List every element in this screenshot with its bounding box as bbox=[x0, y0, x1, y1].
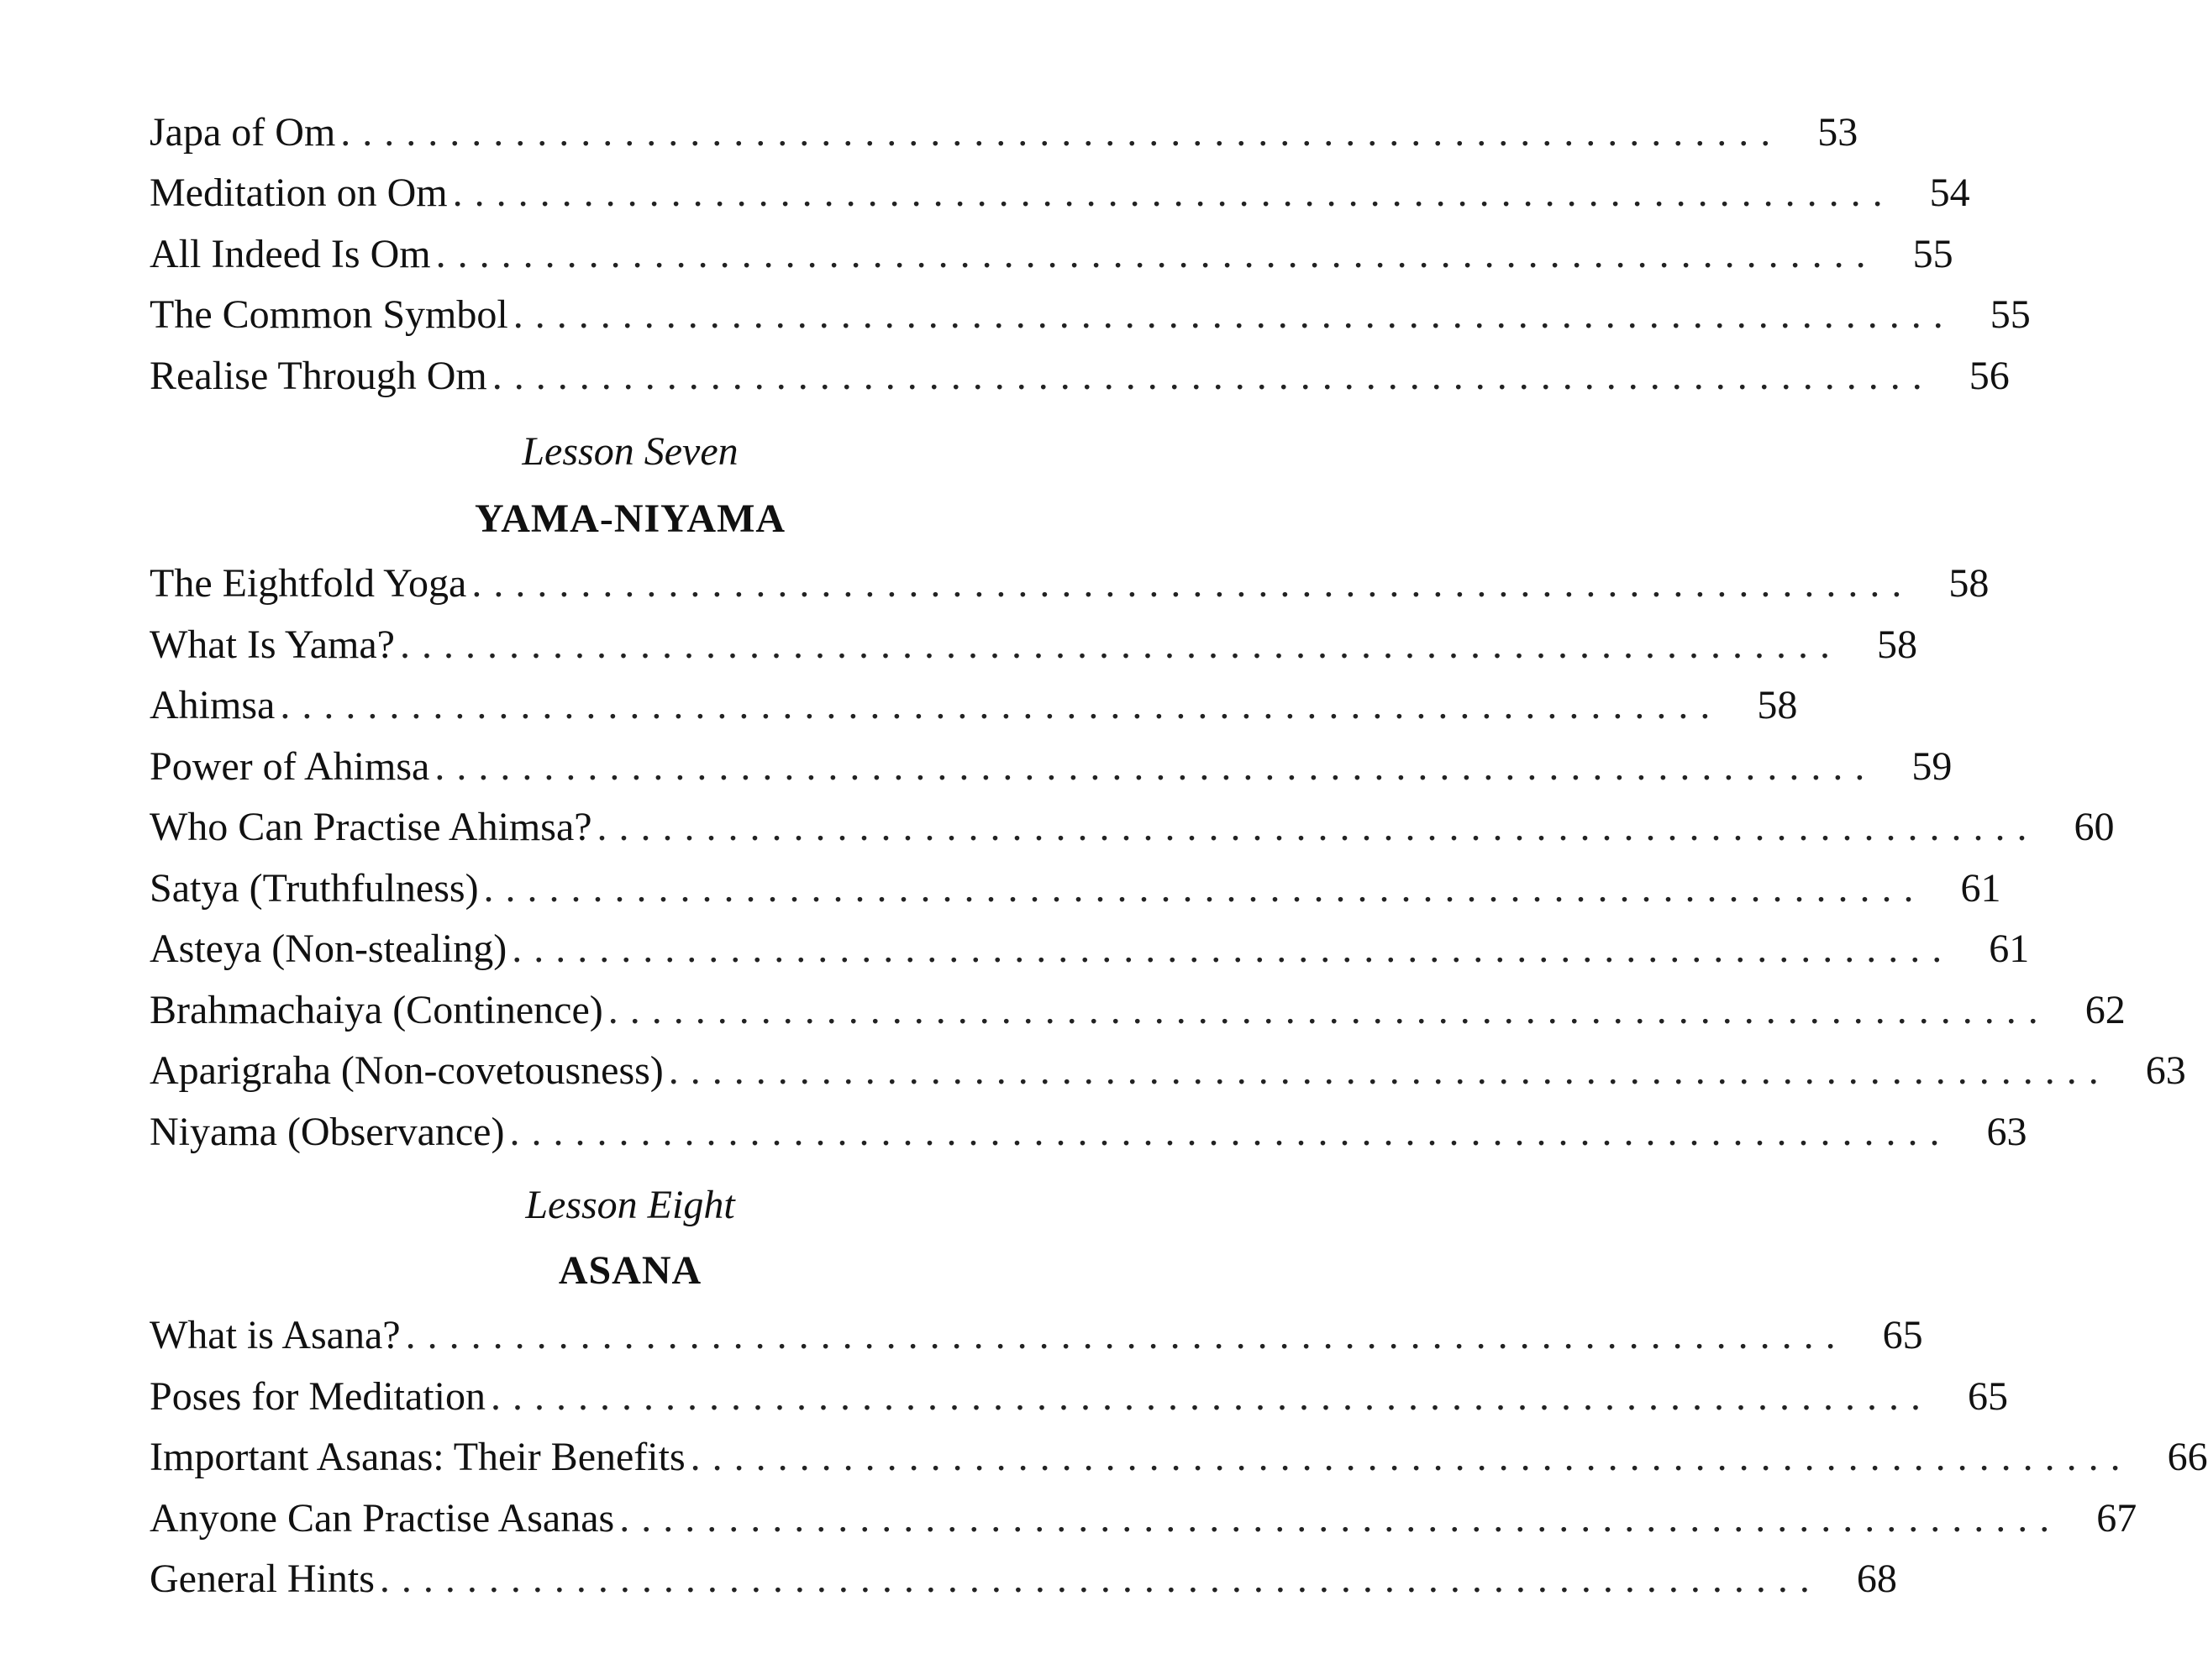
toc-leader-dots: .................................................................. bbox=[512, 927, 1954, 971]
toc-entry-page: 53 bbox=[1817, 110, 1858, 155]
toc-leader-dots: .................................................................. bbox=[280, 683, 1722, 727]
toc-entry-page: 54 bbox=[1929, 171, 1970, 215]
toc-entry-title: General Hints bbox=[150, 1557, 375, 1601]
toc-entry bbox=[150, 1372, 2008, 1422]
toc-entry-title: Poses for Meditation bbox=[150, 1374, 486, 1419]
toc-entry bbox=[150, 1310, 1923, 1361]
toc-leader-dots: .................................................................. bbox=[471, 561, 1914, 606]
lesson-seven-label: Lesson Seven bbox=[522, 429, 739, 474]
toc-entry bbox=[150, 680, 1798, 731]
toc-leader-dots: .................................................................. bbox=[405, 1313, 1848, 1357]
toc-entry-title: Satya (Truthfulness) bbox=[150, 866, 479, 911]
toc-entry bbox=[150, 108, 1858, 158]
toc-entry-page: 63 bbox=[2145, 1048, 2186, 1093]
toc-leader-dots: .................................................................. bbox=[668, 1048, 2111, 1093]
toc-leader-dots: .................................................................. bbox=[607, 988, 2050, 1032]
toc-leader-dots: .................................................................. bbox=[619, 1496, 2062, 1541]
toc-entry-page: 58 bbox=[1948, 561, 1990, 606]
toc-leader-dots: .................................................................. bbox=[490, 1374, 1932, 1419]
toc-entry-title: Asteya (Non-stealing) bbox=[150, 927, 507, 971]
toc-entry-title: Important Asanas: Their Benefits bbox=[150, 1435, 686, 1479]
toc-leader-dots: .................................................................. bbox=[690, 1435, 2132, 1479]
toc-entry bbox=[150, 864, 2001, 914]
toc-entry bbox=[150, 742, 1953, 792]
toc-entry bbox=[150, 1494, 2137, 1544]
toc-entry-title: The Eightfold Yoga bbox=[150, 561, 467, 606]
lesson-seven-heading: YAMA-NIYAMA bbox=[474, 496, 786, 541]
toc-entry-title: Ahimsa bbox=[150, 683, 276, 727]
toc-entry-title: Brahmachaiya (Continence) bbox=[150, 988, 603, 1032]
toc-entry-page: 56 bbox=[1969, 354, 2010, 398]
toc-entry-page: 55 bbox=[1990, 292, 2031, 337]
toc-leader-dots: .................................................................. bbox=[435, 232, 1878, 276]
toc-entry bbox=[150, 985, 2126, 1036]
toc-entry bbox=[150, 290, 2031, 340]
toc-entry-page: 61 bbox=[1989, 927, 2030, 971]
toc-entry-title: Realise Through Om bbox=[150, 354, 487, 398]
toc-entry-page: 59 bbox=[1911, 744, 1953, 789]
toc-entry bbox=[150, 559, 1990, 609]
toc-entry-title: All Indeed Is Om bbox=[150, 232, 431, 276]
toc-entry-page: 65 bbox=[1967, 1374, 2008, 1419]
toc-leader-dots: .................................................................. bbox=[597, 805, 2039, 849]
toc-leader-dots: .................................................................. bbox=[379, 1557, 1822, 1601]
lesson-eight-label: Lesson Eight bbox=[525, 1183, 735, 1227]
toc-entry-title: Meditation on Om bbox=[150, 171, 448, 215]
toc-entry-page: 61 bbox=[1960, 866, 2001, 911]
toc-leader-dots: .................................................................. bbox=[483, 866, 1926, 911]
lesson-eight-heading: ASANA bbox=[558, 1248, 702, 1293]
toc-entry-page: 58 bbox=[1876, 622, 1917, 667]
toc-entry-page: 62 bbox=[2084, 988, 2126, 1032]
toc-entry bbox=[150, 229, 1953, 280]
toc-entry-page: 65 bbox=[1882, 1313, 1923, 1357]
toc-entry-page: 68 bbox=[1856, 1557, 1897, 1601]
toc-entry-title: What is Asana? bbox=[150, 1313, 401, 1357]
toc-entry-title: Aparigraha (Non-covetousness) bbox=[150, 1048, 664, 1093]
toc-leader-dots: .................................................................. bbox=[434, 744, 1877, 789]
toc-entry-title: Niyama (Observance) bbox=[150, 1110, 505, 1154]
toc-entry-page: 63 bbox=[1986, 1110, 2027, 1154]
toc-entry-title: What Is Yama? bbox=[150, 622, 395, 667]
toc-leader-dots: .................................................................. bbox=[509, 1110, 1952, 1154]
toc-leader-dots: .................................................................. bbox=[492, 354, 1934, 398]
toc-entry-page: 58 bbox=[1757, 683, 1798, 727]
toc-entry-title: Anyone Can Practise Asanas bbox=[150, 1496, 615, 1541]
toc-entry-page: 55 bbox=[1912, 232, 1953, 276]
toc-entry bbox=[150, 1107, 2027, 1158]
toc-leader-dots: .................................................................. bbox=[340, 110, 1783, 155]
toc-entry bbox=[150, 620, 1917, 670]
toc-entry bbox=[150, 1554, 1897, 1604]
toc-entry bbox=[150, 924, 2030, 974]
toc-entry-title: Japa of Om bbox=[150, 110, 336, 155]
toc-entry-page: 67 bbox=[2096, 1496, 2137, 1541]
toc-leader-dots: .................................................................. bbox=[399, 622, 1842, 667]
toc-entry bbox=[150, 1046, 2186, 1096]
toc-leader-dots: .................................................................. bbox=[452, 171, 1895, 215]
toc-entry bbox=[150, 351, 2010, 402]
toc-entry-title: Who Can Practise Ahimsa? bbox=[150, 805, 592, 849]
toc-entry bbox=[150, 1432, 2208, 1483]
toc-entry-page: 60 bbox=[2074, 805, 2115, 849]
toc-entry bbox=[150, 168, 1970, 218]
toc-leader-dots: .................................................................. bbox=[513, 292, 1955, 337]
toc-entry-page: 66 bbox=[2167, 1435, 2208, 1479]
toc-entry bbox=[150, 802, 2115, 853]
toc-entry-title: Power of Ahimsa bbox=[150, 744, 430, 789]
toc-entry-title: The Common Symbol bbox=[150, 292, 508, 337]
